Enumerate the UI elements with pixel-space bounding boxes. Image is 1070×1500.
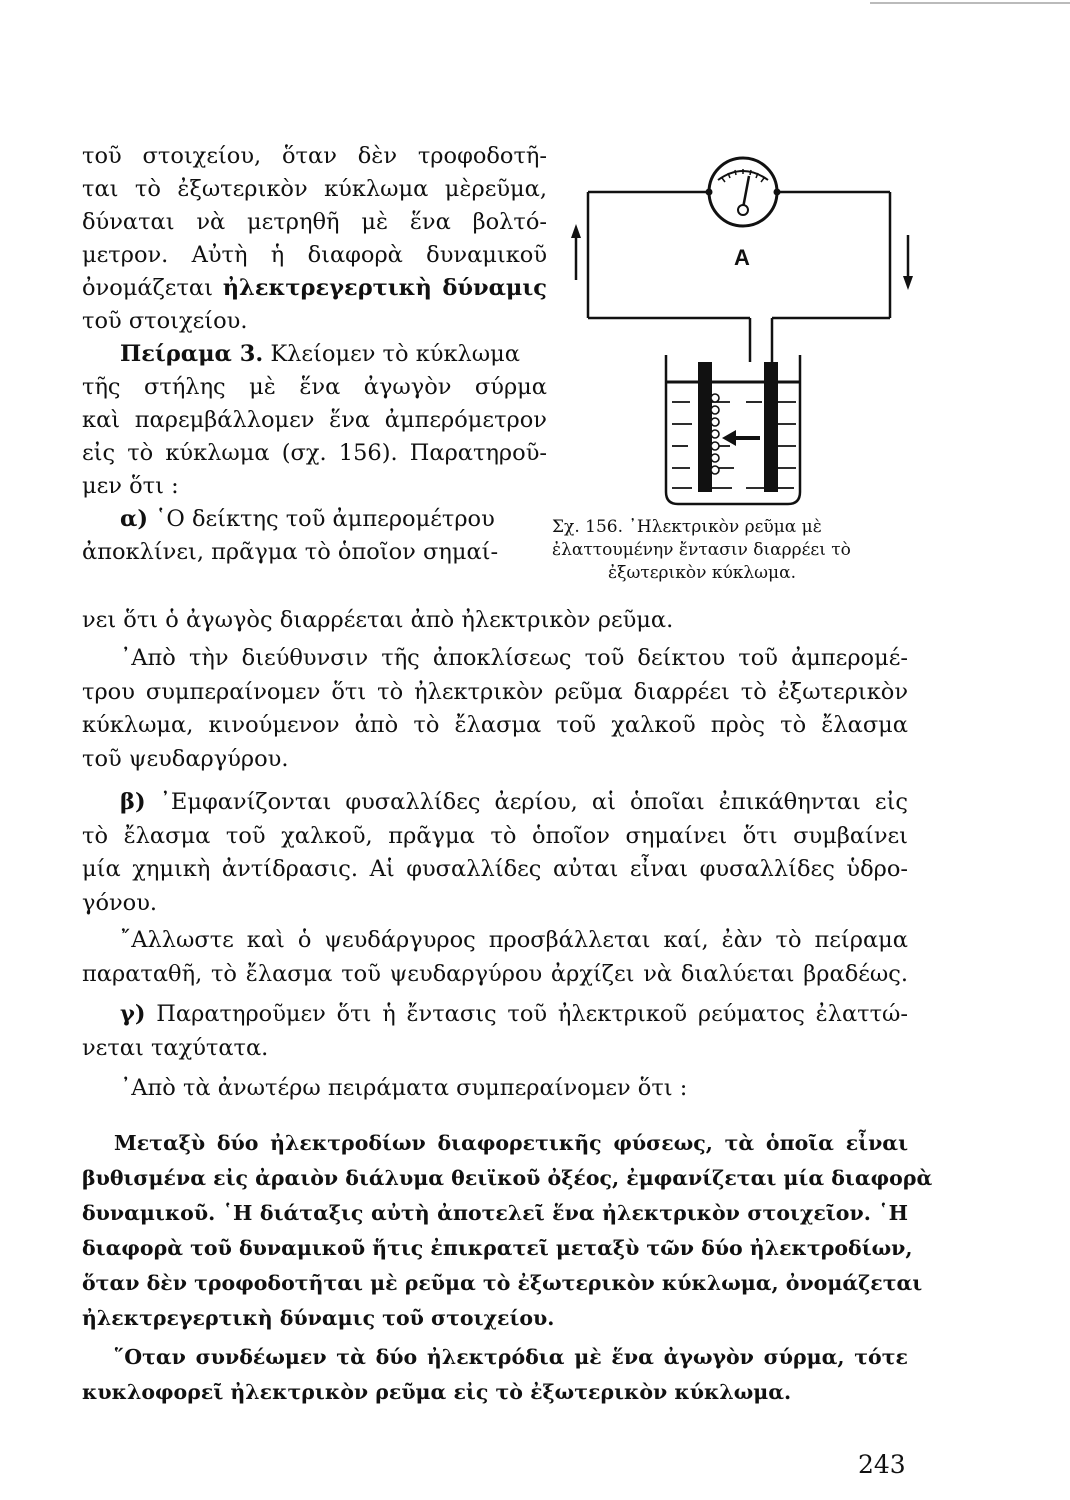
text-line: τοῦ ψευδαργύρου. <box>82 745 289 772</box>
conclusion-intro: ᾿Απὸ τὰ ἀνωτέρω πειράματα συμπεραίνομεν ὅτι : <box>120 1075 688 1101</box>
text-line: νει ὅτι ὁ ἀγωγὸς διαρρέεται ἀπὸ ἠλεκτρικὸν ρεῦμα. <box>82 607 674 633</box>
summary-line: διαφορὰ τοῦ δυναμικοῦ ἥτις ἐπικρατεῖ μεταξὺ τῶν δύο ἠλεκτροδίων, <box>82 1236 913 1260</box>
gas-bubbles <box>711 394 719 474</box>
text-fragment: Παρατηροῦμεν ὅτι ἡ ἔντασις τοῦ ἠλεκτρικοῦ ρεύματος ἐλαττώ- <box>145 1001 908 1027</box>
zinc-electrode <box>764 362 778 492</box>
emf-term: ἠλεκτρεγερτικὴ δύναμις <box>222 275 547 301</box>
text-line: τῆς στήλης μὲ ἕνα ἀγωγὸν σύρμα <box>82 374 547 400</box>
summary-line: ἠλεκτρεγερτικὴ δύναμις τοῦ στοιχείου. <box>82 1306 555 1330</box>
experiment-label: Πείραμα 3. <box>120 341 264 367</box>
ion-flow-arrow-icon <box>722 430 760 446</box>
caption-line: ἐλαττουμένην ἔντασιν διαρρέει τὸ <box>552 540 851 560</box>
item-c-label: γ) <box>120 1001 146 1027</box>
zinc-paragraph <box>82 924 908 991</box>
summary-line: Μεταξὺ δύο ἠλεκτροδίων διαφορετικῆς φύσεως, τὰ ὁποῖα εἶναι <box>114 1131 908 1155</box>
text-line: εἰς τὸ κύκλωμα (σχ. 156). Παρατηροῦ- <box>82 440 547 466</box>
summary-line: ῞Οταν συνδέωμεν τὰ δύο ἠλεκτρόδια μὲ ἕνα ἀγωγὸν σύρμα, τότε <box>114 1345 908 1369</box>
figure-caption <box>552 516 912 585</box>
summary-line: βυθισμένα εἰς ἀραιὸν διάλυμα θειϊκοῦ ὀξέος, ἐμφανίζεται μία διαφορὰ <box>82 1166 933 1190</box>
item-a-line <box>82 503 547 536</box>
text-line: μία χημικὴ ἀντίδρασις. Αἱ φυσαλλίδες αὐται εἶναι φυσαλλίδες ὑδρο- <box>82 856 908 882</box>
text-line: τὸ ἔλασμα τοῦ χαλκοῦ, πρᾶγμα τὸ ὁποῖον σημαίνει ὅτι συμβαίνει <box>82 822 908 849</box>
summary-block <box>82 1126 933 1410</box>
item-c-paragraph <box>82 998 908 1065</box>
item-b-paragraph <box>82 786 908 920</box>
page-number: 243 <box>858 1450 906 1479</box>
item-b-label: β) <box>120 789 146 815</box>
summary-line: κυκλοφορεῖ ἠλεκτρικὸν ρεῦμα εἰς τὸ ἐξωτερικὸν κύκλωμα. <box>82 1380 792 1404</box>
caption-line: ἐξωτερικὸν κύκλωμα. <box>608 563 796 583</box>
text-line: γόνου. <box>82 889 158 916</box>
text-line: τρου συμπεραίνομεν ὅτι τὸ ἠλεκτρικὸν ρεῦμα διαρρέει τὸ ἐξωτερικὸν <box>82 678 908 705</box>
current-arrow-up-icon <box>571 224 581 280</box>
caption-line: Σχ. 156. ᾿Ηλεκτρικὸν ρεῦμα μὲ <box>552 517 822 537</box>
item-c-line <box>82 998 908 1032</box>
current-arrow-down-icon <box>903 235 913 290</box>
text-fragment: ὀνομάζεται <box>82 275 223 301</box>
text-line: τοῦ στοιχείου, ὅταν δὲν τροφοδοτῆ- <box>82 143 547 169</box>
scan-edge-line <box>870 2 1070 4</box>
text-line: ᾿Απὸ τὴν διεύθυνσιν τῆς ἀποκλίσεως τοῦ δείκτου τοῦ ἀμπερομέ- <box>120 645 908 671</box>
text-line: κύκλωμα, κινούμενον ἀπὸ τὸ ἔλασμα τοῦ χαλκοῦ πρὸς τὸ ἔλασμα <box>82 712 908 738</box>
text-line: μεν ὅτι : <box>82 473 179 499</box>
item-b-line <box>82 786 908 820</box>
text-line: ῎Αλλωστε καὶ ὁ ψευδάργυρος προσβάλλεται καί, ἐὰν τὸ πείραμα <box>120 927 908 953</box>
ammeter-label: A <box>734 245 750 270</box>
direction-paragraph <box>82 642 908 776</box>
text-line: τοῦ στοιχείου. <box>82 308 248 334</box>
ammeter-icon <box>706 158 781 226</box>
text-fragment: Κλείομεν τὸ κύκλωμα <box>263 341 520 367</box>
item-a-label: α) <box>120 506 148 532</box>
text-line <box>82 272 547 305</box>
summary-line: ὅταν δὲν τροφοδοτῆται μὲ ρεῦμα τὸ ἐξωτερικὸν κύκλωμα, ὀνομάζεται <box>82 1271 923 1295</box>
text-line: ται τὸ ἐξωτερικὸν κύκλωμα μὲρεῦμα, <box>82 176 547 202</box>
beaker <box>666 355 800 504</box>
text-fragment: ῾Ο δείκτης τοῦ ἀμπερομέτρου <box>147 506 495 532</box>
summary-line: δυναμικοῦ. ῾Η διάταξις αὐτὴ ἀποτελεῖ ἕνα ἠλεκτρικὸν στοιχεῖον. ῾Η <box>82 1201 908 1225</box>
experiment-heading-line <box>82 338 547 371</box>
text-line: νεται ταχύτατα. <box>82 1034 269 1061</box>
figure-156-circuit <box>560 140 920 512</box>
text-fragment: ᾿Εμφανίζονται φυσαλλίδες ἀερίου, αἱ ὁποῖαι ἐπικάθηνται εἰς <box>145 789 908 815</box>
text-line: μετρον. Αὐτὴ ἡ διαφορὰ δυναμικοῦ <box>82 242 547 268</box>
text-line: ἀποκλίνει, πρᾶγμα τὸ ὁποῖον σημαί- <box>82 539 499 565</box>
left-column-text <box>82 140 547 569</box>
text-line: παραταθῆ, τὸ ἔλασμα τοῦ ψευδαργύρου ἀρχίζει νὰ διαλύεται βραδέως. <box>82 960 908 987</box>
text-line: καὶ παρεμβάλλομεν ἕνα ἀμπερόμετρον <box>82 407 547 433</box>
text-line: δύναται νὰ μετρηθῆ μὲ ἕνα βολτό- <box>82 209 547 235</box>
